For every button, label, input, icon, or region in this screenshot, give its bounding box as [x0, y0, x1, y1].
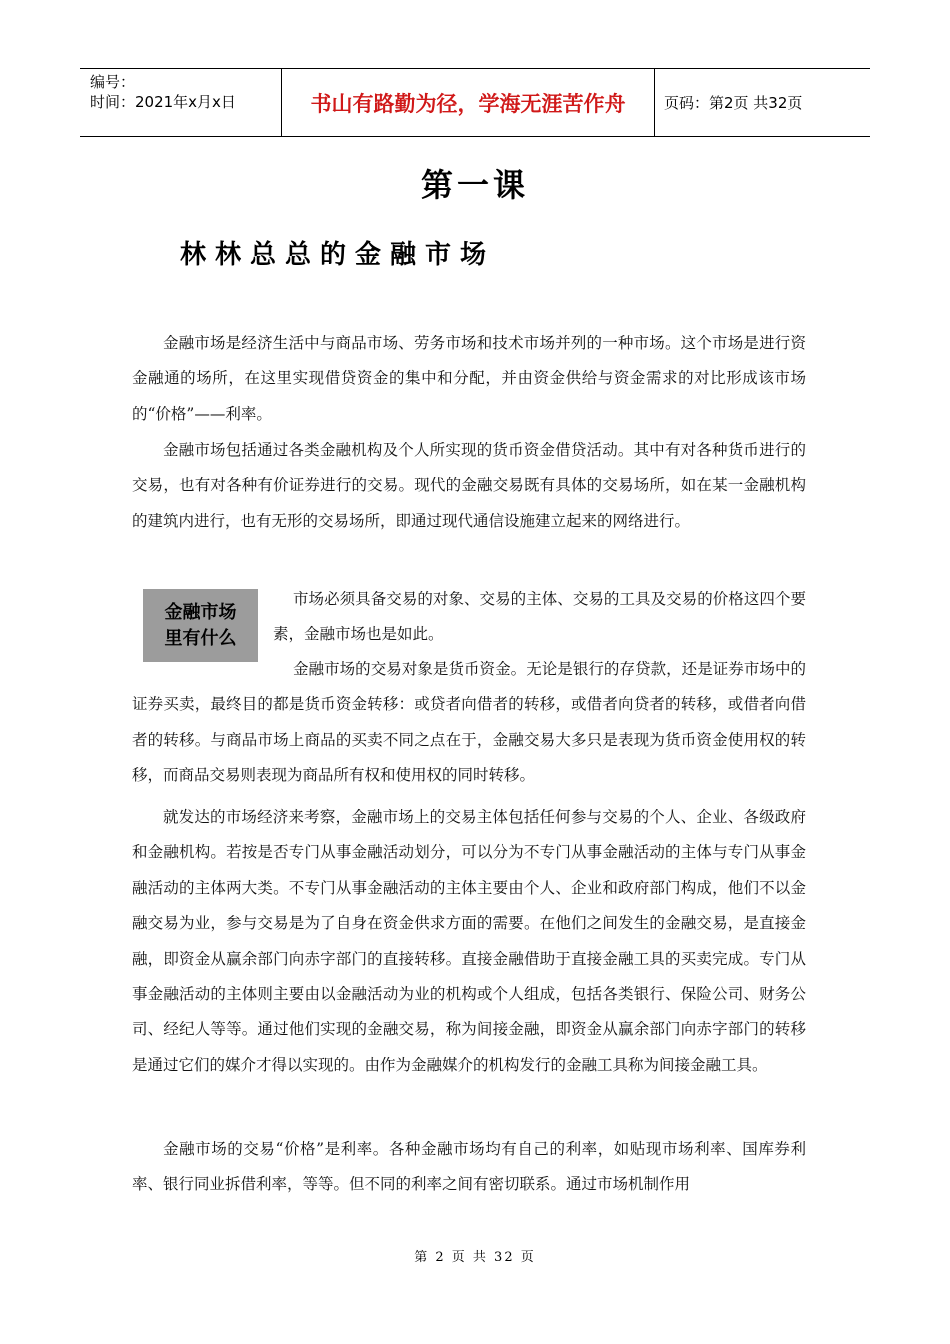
paragraph-2: 金融市场包括通过各类金融机构及个人所实现的货币资金借贷活动。其中有对各种货币进行的交易，也有对各种有价证券进行的交易。现代的金融交易既有具体的交易场所，如在某一金融机构的建筑内进行，也有无形的交易场所，即通过现代通信设施建立起来的网络进行。	[132, 441, 806, 530]
document-date: 时间：2021年x月x日	[90, 93, 236, 111]
paragraph-3: 市场必须具备交易的对象、交易的主体、交易的工具及交易的价格这四个要素，金融市场也是如此。	[273, 590, 806, 644]
header-meta	[90, 72, 275, 112]
sidebar-callout-line-2: 里有什么	[164, 627, 237, 649]
lesson-title: 第一课	[420, 166, 529, 204]
paragraph-5: 就发达的市场经济来考察，金融市场上的交易主体包括任何参与交易的个人、企业、各级政府和金融机构。若按是否专门从事金融活动划分，可以分为不专门从事金融活动的主体与专门从事金融活动的主体两大类。不专门从事金融活动的主体主要由个人、企业和政府部门构成，他们不以金融交易为业，参与交易是为了自身在资金供求方面的需要。在他们之间发生的金融交易，是直接金融，即资金从赢余部门向赤字部门的直接转移。直接金融借助于直接金融工具的买卖完成。专门从事金融活动的主体则主要由以金融活动为业的机构或个人组成，包括各类银行、保险公司、财务公司、经纪人等等。通过他们实现的金融交易，称为间接金融，即资金从赢余部门向赤字部门的转移是通过它们的媒介才得以实现的。由作为金融媒介的机构发行的金融工具称为间接金融工具。	[132, 808, 806, 1074]
sidebar-callout-line-1: 金融市场	[164, 601, 237, 623]
header-page-info: 页码：第2页 共32页	[664, 94, 803, 112]
document-number-label: 编号：	[90, 73, 136, 91]
header-motto: 书山有路勤为径，学海无涯苦作舟	[310, 91, 626, 116]
paragraph-1: 金融市场是经济生活中与商品市场、劳务市场和技术市场并列的一种市场。这个市场是进行资金融通的场所，在这里实现借贷资金的集中和分配，并由资金供给与资金需求的对比形成该市场的“价格”——利率。	[132, 334, 806, 423]
header-divider-2	[654, 68, 655, 137]
page-footer: 第 2 页 共 32 页	[414, 1250, 536, 1265]
paragraph-6: 金融市场的交易“价格”是利率。各种金融市场均有自己的利率，如贴现市场利率、国库券利率、银行同业拆借利率，等等。但不同的利率之间有密切联系。通过市场机制作用	[132, 1140, 806, 1194]
lesson-subtitle: 林林总总的金融市场	[180, 240, 496, 270]
paragraph-4: 金融市场的交易对象是货币资金。无论是银行的存贷款，还是证券市场中的证券买卖，最终目的都是货币资金转移：或贷者向借者的转移，或借者向贷者的转移，或借者向借者的转移。与商品市场上商品的买卖不同之点在于，金融交易大多只是表现为货币资金使用权的转移，而商品交易则表现为商品所有权和使用权的同时转移。	[132, 660, 806, 785]
